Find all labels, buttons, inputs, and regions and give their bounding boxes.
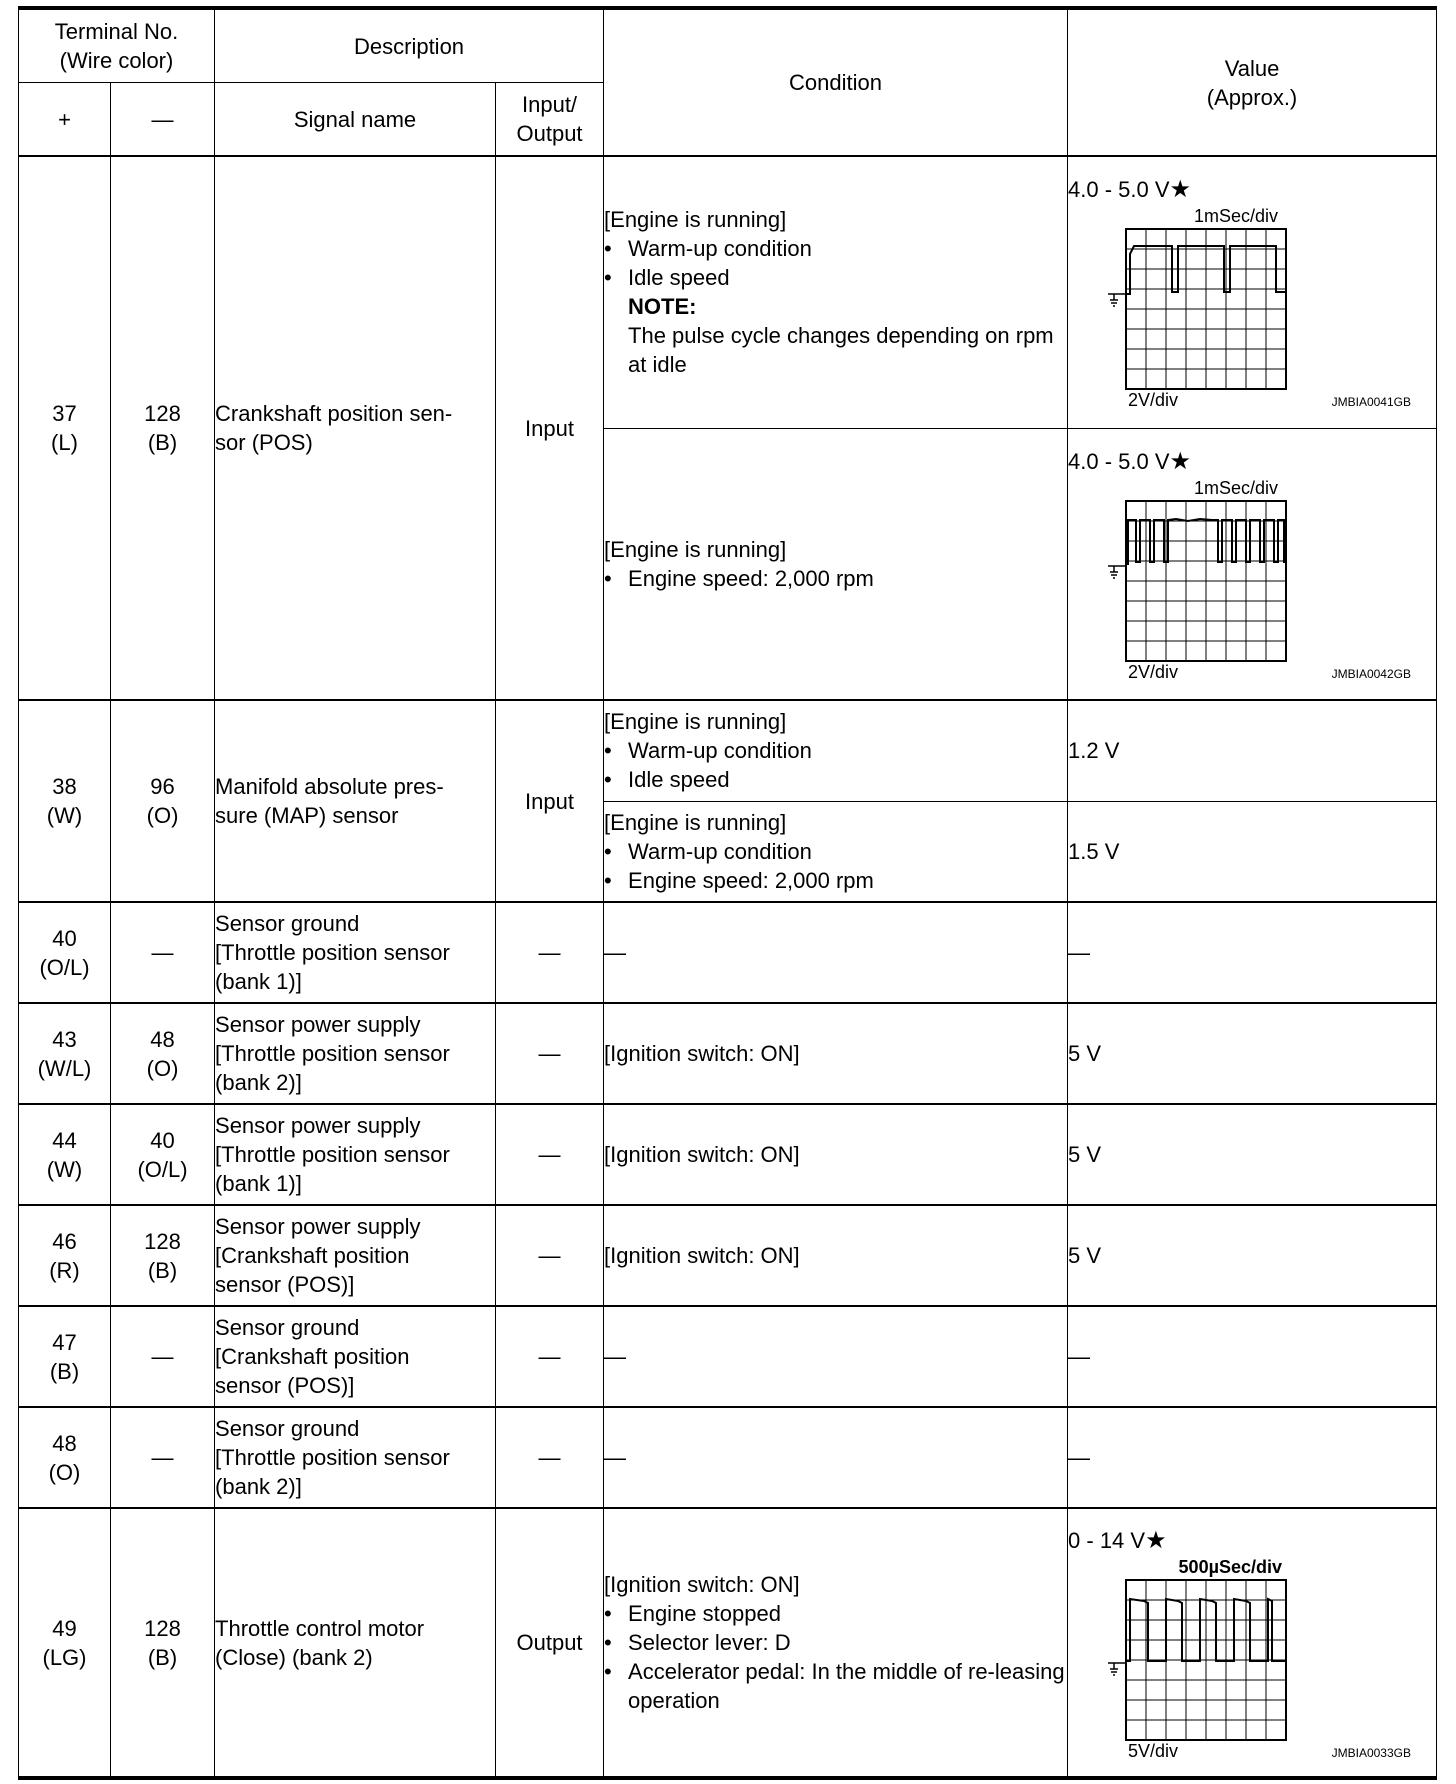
- terminal-minus: 128 (B): [111, 1205, 215, 1306]
- terminal-plus: 38 (W): [19, 700, 111, 902]
- star-icon: ★: [1169, 176, 1192, 204]
- signal-name: Sensor power supply [Crankshaft position sensor (POS)]: [215, 1205, 496, 1306]
- condition-cell: [Ignition switch: ON] • Engine stopped • Selector lever: D • Accelerator pedal: In the middle of re-leasing operation: [604, 1508, 1068, 1778]
- io-type: Input: [496, 156, 604, 700]
- value-header: Value (Approx.): [1068, 8, 1437, 156]
- ground-icon: [1108, 566, 1126, 578]
- signal-name: Sensor power supply [Throttle position sensor (bank 1)]: [215, 1104, 496, 1205]
- plus-header: +: [19, 83, 111, 157]
- io-type: —: [496, 1205, 604, 1306]
- minus-header: —: [111, 83, 215, 157]
- value-text: 0 - 14 V★: [1068, 1526, 1167, 1554]
- description-header: Description: [215, 8, 604, 83]
- terminal-minus: —: [111, 902, 215, 1003]
- io-type: —: [496, 1104, 604, 1205]
- time-division-label: 500µSec/div: [1178, 1556, 1283, 1577]
- value-cell: —: [1068, 1407, 1437, 1508]
- condition-header: Condition: [604, 8, 1068, 156]
- time-division-label: 1mSec/div: [1193, 477, 1279, 498]
- terminal-minus: —: [111, 1306, 215, 1407]
- condition-cell: [Ignition switch: ON]: [604, 1104, 1068, 1205]
- terminal-no-header: Terminal No. (Wire color): [19, 8, 215, 83]
- table-row: [19, 1407, 1437, 1508]
- condition-cell: —: [604, 902, 1068, 1003]
- table-row: [19, 1205, 1437, 1306]
- io-type: Output: [496, 1508, 604, 1778]
- terminal-plus: 49 (LG): [19, 1508, 111, 1778]
- header-row-1: [19, 8, 1437, 83]
- io-type: —: [496, 902, 604, 1003]
- star-icon: ★: [1169, 447, 1192, 475]
- signal-name-header: Signal name: [215, 83, 496, 157]
- value-cell: [1068, 1508, 1437, 1778]
- value-cell: 5 V: [1068, 1104, 1437, 1205]
- terminal-minus: —: [111, 1407, 215, 1508]
- volt-division-label: 2V/div: [1128, 390, 1179, 410]
- signal-name: Sensor ground [Crankshaft position sensor (POS)]: [215, 1306, 496, 1407]
- terminal-plus: 37 (L): [19, 156, 111, 700]
- oscilloscope-waveform: [1068, 1555, 1436, 1760]
- terminal-minus: 96 (O): [111, 700, 215, 902]
- figure-id: JMBIA0033GB: [1331, 1745, 1412, 1760]
- figure-id: JMBIA0042GB: [1331, 666, 1412, 681]
- condition-cell: [Ignition switch: ON]: [604, 1003, 1068, 1104]
- value-text: 4.0 - 5.0 V★: [1068, 176, 1192, 204]
- table-row: [19, 156, 1437, 428]
- value-cell: 1.5 V: [1068, 801, 1437, 902]
- terminal-minus: 48 (O): [111, 1003, 215, 1104]
- value-cell: —: [1068, 1306, 1437, 1407]
- oscilloscope-waveform: [1068, 476, 1436, 681]
- signal-name: Crankshaft position sen- sor (POS): [215, 156, 496, 700]
- io-type: —: [496, 1003, 604, 1104]
- table-row: [19, 1508, 1437, 1778]
- condition-cell: [Engine is running] • Warm-up condition • Engine speed: 2,000 rpm: [604, 801, 1068, 902]
- table-row: [19, 1306, 1437, 1407]
- io-type: —: [496, 1306, 604, 1407]
- value-cell: 5 V: [1068, 1003, 1437, 1104]
- terminal-minus: 40 (O/L): [111, 1104, 215, 1205]
- signal-name: Sensor ground [Throttle position sensor (bank 1)]: [215, 902, 496, 1003]
- terminal-plus: 46 (R): [19, 1205, 111, 1306]
- figure-id: JMBIA0041GB: [1331, 395, 1412, 410]
- io-header: Input/ Output: [496, 83, 604, 157]
- signal-name: Sensor ground [Throttle position sensor (bank 2)]: [215, 1407, 496, 1508]
- terminal-plus: 47 (B): [19, 1306, 111, 1407]
- volt-division-label: 2V/div: [1128, 661, 1179, 681]
- condition-cell: [Ignition switch: ON]: [604, 1205, 1068, 1306]
- signal-name: Manifold absolute pres- sure (MAP) sensor: [215, 700, 496, 902]
- table-row: [19, 1104, 1437, 1205]
- condition-cell: [Engine is running] • Warm-up condition • Idle speed NOTE: The pulse cycle changes depending on rpm at idle: [604, 156, 1068, 428]
- table-row: [19, 1003, 1437, 1104]
- ground-icon: [1108, 294, 1126, 306]
- ecm-terminal-table: [18, 6, 1437, 1780]
- terminal-plus: 44 (W): [19, 1104, 111, 1205]
- value-cell: [1068, 156, 1437, 428]
- terminal-plus: 40 (O/L): [19, 902, 111, 1003]
- signal-name: Sensor power supply [Throttle position sensor (bank 2)]: [215, 1003, 496, 1104]
- value-text: 4.0 - 5.0 V★: [1068, 447, 1192, 475]
- terminal-minus: 128 (B): [111, 156, 215, 700]
- terminal-plus: 48 (O): [19, 1407, 111, 1508]
- condition-cell: [Engine is running] • Warm-up condition • Idle speed: [604, 700, 1068, 801]
- ground-icon: [1108, 1663, 1126, 1675]
- signal-name: Throttle control motor (Close) (bank 2): [215, 1508, 496, 1778]
- value-cell: 5 V: [1068, 1205, 1437, 1306]
- condition-cell: —: [604, 1407, 1068, 1508]
- volt-division-label: 5V/div: [1128, 1740, 1179, 1760]
- terminal-plus: 43 (W/L): [19, 1003, 111, 1104]
- io-type: Input: [496, 700, 604, 902]
- time-division-label: 1mSec/div: [1193, 206, 1279, 227]
- value-cell: —: [1068, 902, 1437, 1003]
- table-row: [19, 700, 1437, 801]
- value-cell: [1068, 428, 1437, 700]
- terminal-minus: 128 (B): [111, 1508, 215, 1778]
- scope-grid: [1126, 229, 1286, 389]
- star-icon: ★: [1145, 1526, 1167, 1554]
- io-type: —: [496, 1407, 604, 1508]
- value-cell: 1.2 V: [1068, 700, 1437, 801]
- condition-cell: [Engine is running] • Engine speed: 2,000 rpm: [604, 428, 1068, 700]
- condition-cell: —: [604, 1306, 1068, 1407]
- table-row: [19, 902, 1437, 1003]
- oscilloscope-waveform: [1068, 204, 1436, 409]
